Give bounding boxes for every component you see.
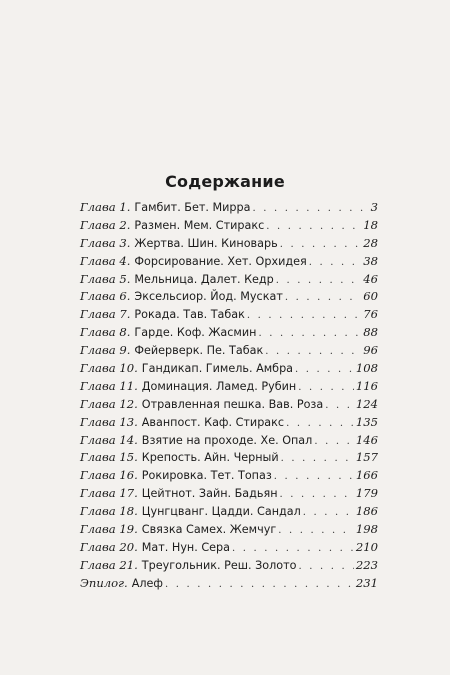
page-number: 38 [363,253,378,268]
chapter-title: Гарде. Коф. Жасмин [134,326,257,340]
chapter-label: Глава 2. [80,217,131,232]
chapter-label: Глава 7. [80,307,131,322]
page-number: 108 [355,361,378,376]
dot-leader [247,307,361,325]
chapter-title: Жертва. Шин. Киноварь [134,236,278,250]
toc-entry [80,449,378,467]
chapter-title: Форсирование. Хет. Орхидея [134,254,307,268]
dot-leader [276,272,361,290]
chapter-label: Глава 17. [80,486,138,501]
chapter-title: Отравленная пешка. Вав. Роза [141,397,324,411]
toc-entry [80,414,378,432]
dot-leader [281,450,354,468]
chapter-title: Алеф [131,576,163,590]
page-number: 88 [363,325,378,340]
chapter-label: Глава 19. [80,522,138,537]
dot-leader [252,200,368,218]
chapter-title: Взятие на проходе. Хе. Опал [141,433,313,447]
toc-entry [80,378,378,396]
page-number: 186 [355,504,378,519]
page-number: 166 [355,468,378,483]
toc-entry [80,342,378,360]
chapter-label: Глава 12. [80,396,138,411]
page-number: 135 [355,414,378,429]
toc-entry [80,217,378,235]
toc-entry [80,253,378,271]
toc-entry [80,557,378,575]
chapter-label: Глава 3. [80,235,131,250]
page-number: 223 [355,557,378,572]
dot-leader [286,415,354,433]
chapter-title: Треугольник. Реш. Золото [141,558,297,572]
toc-entry [80,360,378,378]
dot-leader [258,325,361,343]
dot-leader [303,504,354,522]
page-number: 46 [363,271,378,286]
chapter-label: Глава 9. [80,343,131,358]
page-number: 76 [363,307,378,322]
toc-entry [80,503,378,521]
chapter-label: Глава 8. [80,325,131,340]
page-number: 157 [355,450,378,465]
chapter-label: Глава 4. [80,253,131,268]
toc-entry [80,521,378,539]
toc-entry [80,575,378,593]
chapter-label: Глава 20. [80,539,138,554]
page-title: Содержание [165,172,285,191]
page-number: 28 [363,235,378,250]
chapter-title: Крепость. Айн. Черный [141,451,279,465]
chapter-title: Эксельсиор. Йод. Мускат [134,290,283,304]
page-number: 116 [355,378,378,393]
chapter-title: Размен. Мем. Стиракс [134,218,265,232]
page-number: 3 [370,200,378,214]
chapter-title: Доминация. Ламед. Рубин [141,379,297,393]
chapter-label: Эпилог. [80,575,128,590]
chapter-label: Глава 16. [80,468,138,483]
dot-leader [295,361,354,379]
toc-entry [80,235,378,253]
page-number: 124 [355,396,378,411]
chapter-title: Фейерверк. Пе. Табак [134,344,264,358]
chapter-title: Мельница. Далет. Кедр [134,272,274,286]
chapter-label: Глава 18. [80,504,138,519]
chapter-title: Цейтнот. Зайн. Бадьян [141,487,278,501]
page-number: 179 [355,486,378,501]
chapter-label: Глава 13. [80,414,138,429]
dot-leader [278,522,354,540]
page-number: 18 [363,217,378,232]
chapter-label: Глава 6. [80,289,131,304]
page-number: 60 [363,289,378,304]
toc-entry [80,432,378,450]
chapter-title: Рокировка. Тет. Топаз [141,469,272,483]
table-of-contents [80,199,378,593]
dot-leader [232,540,354,558]
toc-entry [80,324,378,342]
toc-entry [80,396,378,414]
toc-entry [80,467,378,485]
page-number: 96 [363,343,378,358]
page-number: 210 [355,539,378,554]
chapter-title: Связка Самех. Жемчуг [141,523,277,537]
dot-leader [274,468,354,486]
page-number: 198 [355,522,378,537]
dot-leader [165,576,354,594]
page-number: 146 [355,432,378,447]
chapter-label: Глава 10. [80,361,138,376]
dot-leader [298,558,353,576]
toc-entry [80,271,378,289]
dot-leader [280,236,362,254]
chapter-title: Мат. Нун. Сера [141,540,231,554]
chapter-title: Гандикап. Гимель. Амбра [141,362,294,376]
chapter-title: Гамбит. Бет. Мирра [134,201,251,214]
page-number: 231 [355,575,378,590]
dot-leader [266,218,361,236]
dot-leader [265,343,361,361]
chapter-title: Аванпост. Каф. Стиракс [141,415,285,429]
dot-leader [280,486,354,504]
dot-leader [325,397,354,415]
dot-leader [298,379,354,397]
chapter-label: Глава 11. [80,378,138,393]
toc-entry [80,485,378,503]
chapter-label: Глава 15. [80,450,138,465]
toc-entry [80,199,378,217]
chapter-label: Глава 14. [80,432,138,447]
chapter-label: Глава 21. [80,557,138,572]
dot-leader [285,289,361,307]
chapter-label: Глава 5. [80,271,131,286]
toc-entry [80,539,378,557]
chapter-title: Рокада. Тав. Табак [134,308,245,322]
chapter-label: Глава 1. [80,200,131,214]
toc-entry [80,306,378,324]
dot-leader [309,254,362,272]
dot-leader [314,433,354,451]
chapter-title: Цунгцванг. Цадди. Сандал [141,505,301,519]
toc-entry [80,288,378,306]
